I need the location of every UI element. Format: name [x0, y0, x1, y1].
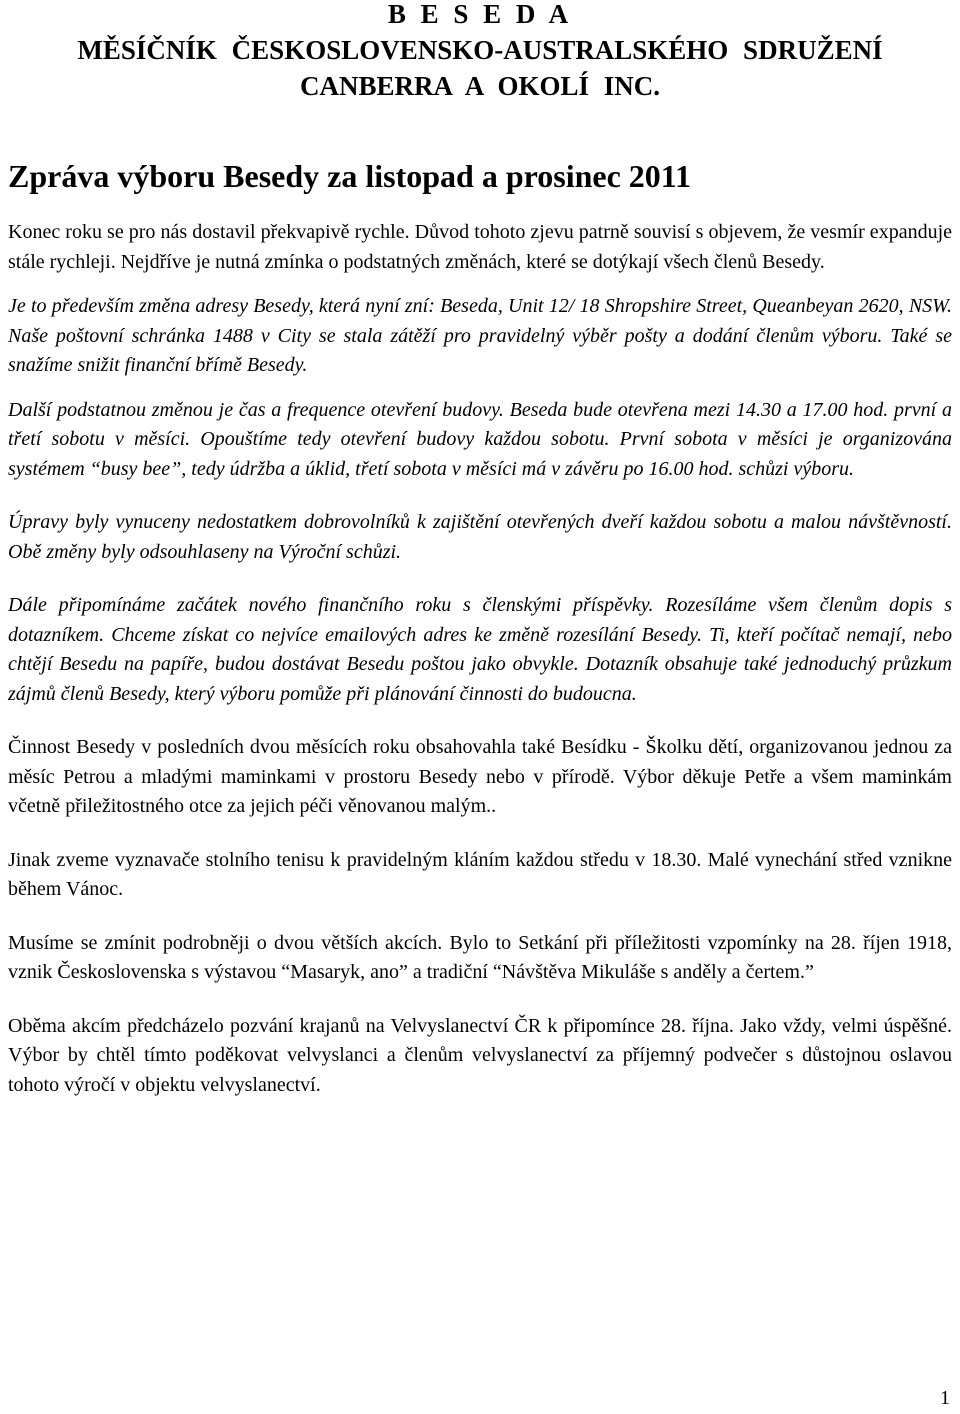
paragraph-intro: Konec roku se pro nás dostavil překvapivě rychle. Důvod tohoto zjevu patrně souvisí s objevem, že vesmír expanduje stále rychleji. Nejdříve je nutná zmínka o podstatných změnách, které se dotýkají všech členů Besedy.	[8, 221, 952, 273]
paragraph-activities: Činnost Besedy v posledních dvou měsících roku obsahovahla také Besídku - Školku dětí, organizovanou jednou za měsíc Petrou a mladými maminkami v prostoru Besedy nebo v přírodě. Výbor děkuje Petře a všem maminkám včetně přiležitostného otce za jejich péči věnovanou malým..	[8, 736, 952, 817]
masthead-location: CANBERRA A OKOLÍ INC.	[299, 71, 661, 101]
masthead-title: B E S E D A	[387, 0, 573, 29]
masthead-subtitle: MĚSÍČNÍK ČESKOSLOVENSKO-AUSTRALSKÉHO SDRUŽENÍ	[77, 35, 883, 65]
paragraph-changes-reason: Úpravy byly vynuceny nedostatkem dobrovolníků k zajištění otevřených dveří každou sobotu a malou návštěvností. Obě změny byly odsouhlaseny na Výroční schůzi.	[8, 511, 952, 563]
masthead	[8, 0, 952, 104]
paragraph-table-tennis: Jinak zveme vyznavače stolního tenisu k pravidelným kláním každou středu v 18.30. Malé vynechání střed vznikne během Vánoc.	[8, 848, 952, 900]
page-number: 1	[940, 1387, 950, 1409]
paragraph-embassy: Oběma akcím předcházelo pozvání krajanů na Velvyslanectví ČR k připomínce 28. října. Jako vždy, velmi úspěšné. Výbor by chtěl tímto poděkovat velvyslanci a členům velvyslanectví za příjemný podvečer s důstojnou oslavou tohoto výročí v objektu velvyslanectví.	[8, 1014, 952, 1096]
paragraph-events: Musíme se zmínit podrobněji o dvou větších akcích. Bylo to Setkání při příležitosti vzpomínky na 28. říjen 1918, vznik Československa s výstavou “Masaryk, ano” a tradiční “Návštěva Mikuláše s anděly a čertem.”	[8, 931, 952, 983]
report-title: Zpráva výboru Besedy za listopad a prosinec 2011	[8, 158, 692, 194]
paragraph-address-change: Je to především změna adresy Besedy, která nyní zní: Beseda, Unit 12/ 18 Shropshire Street, Queanbeyan 2620, NSW. Naše poštovní schránka 1488 v City se stala zátěží pro pravidelný výběr pošty a dodání členům výboru. Také se snažíme snižit finanční břímě Besedy.	[8, 295, 952, 376]
document-page	[8, 0, 952, 1100]
paragraph-membership-fees: Dále připomínáme začátek nového finančního roku s členskými příspěvky. Rozesíláme všem členům dopis s dotazníkem. Chceme získat co nejvíce emailových adres ke změně rozesílání Besedy. Ti, kteří počítač nemají, nebo chtějí Besedu na papíře, budou dostávat Besedu poštou jako obvykle. Dotazník obsahuje také jednoduchý průzkum zájmů členů Besedy, který výboru pomůže při plánování činnosti do budoucna.	[8, 594, 952, 705]
paragraph-opening-hours: Další podstatnou změnou je čas a frequence otevření budovy. Beseda bude otevřena mezi 14.30 a 17.00 hod. první a třetí sobotu v měsíci. Opouštíme tedy otevření budovy každou sobotu. První sobota v měsíci je organizována systémem “busy bee”, tedy údržba a úklid, třetí sobota v měsíci má v závěru po 16.00 hod. schůzi výboru.	[8, 398, 952, 480]
